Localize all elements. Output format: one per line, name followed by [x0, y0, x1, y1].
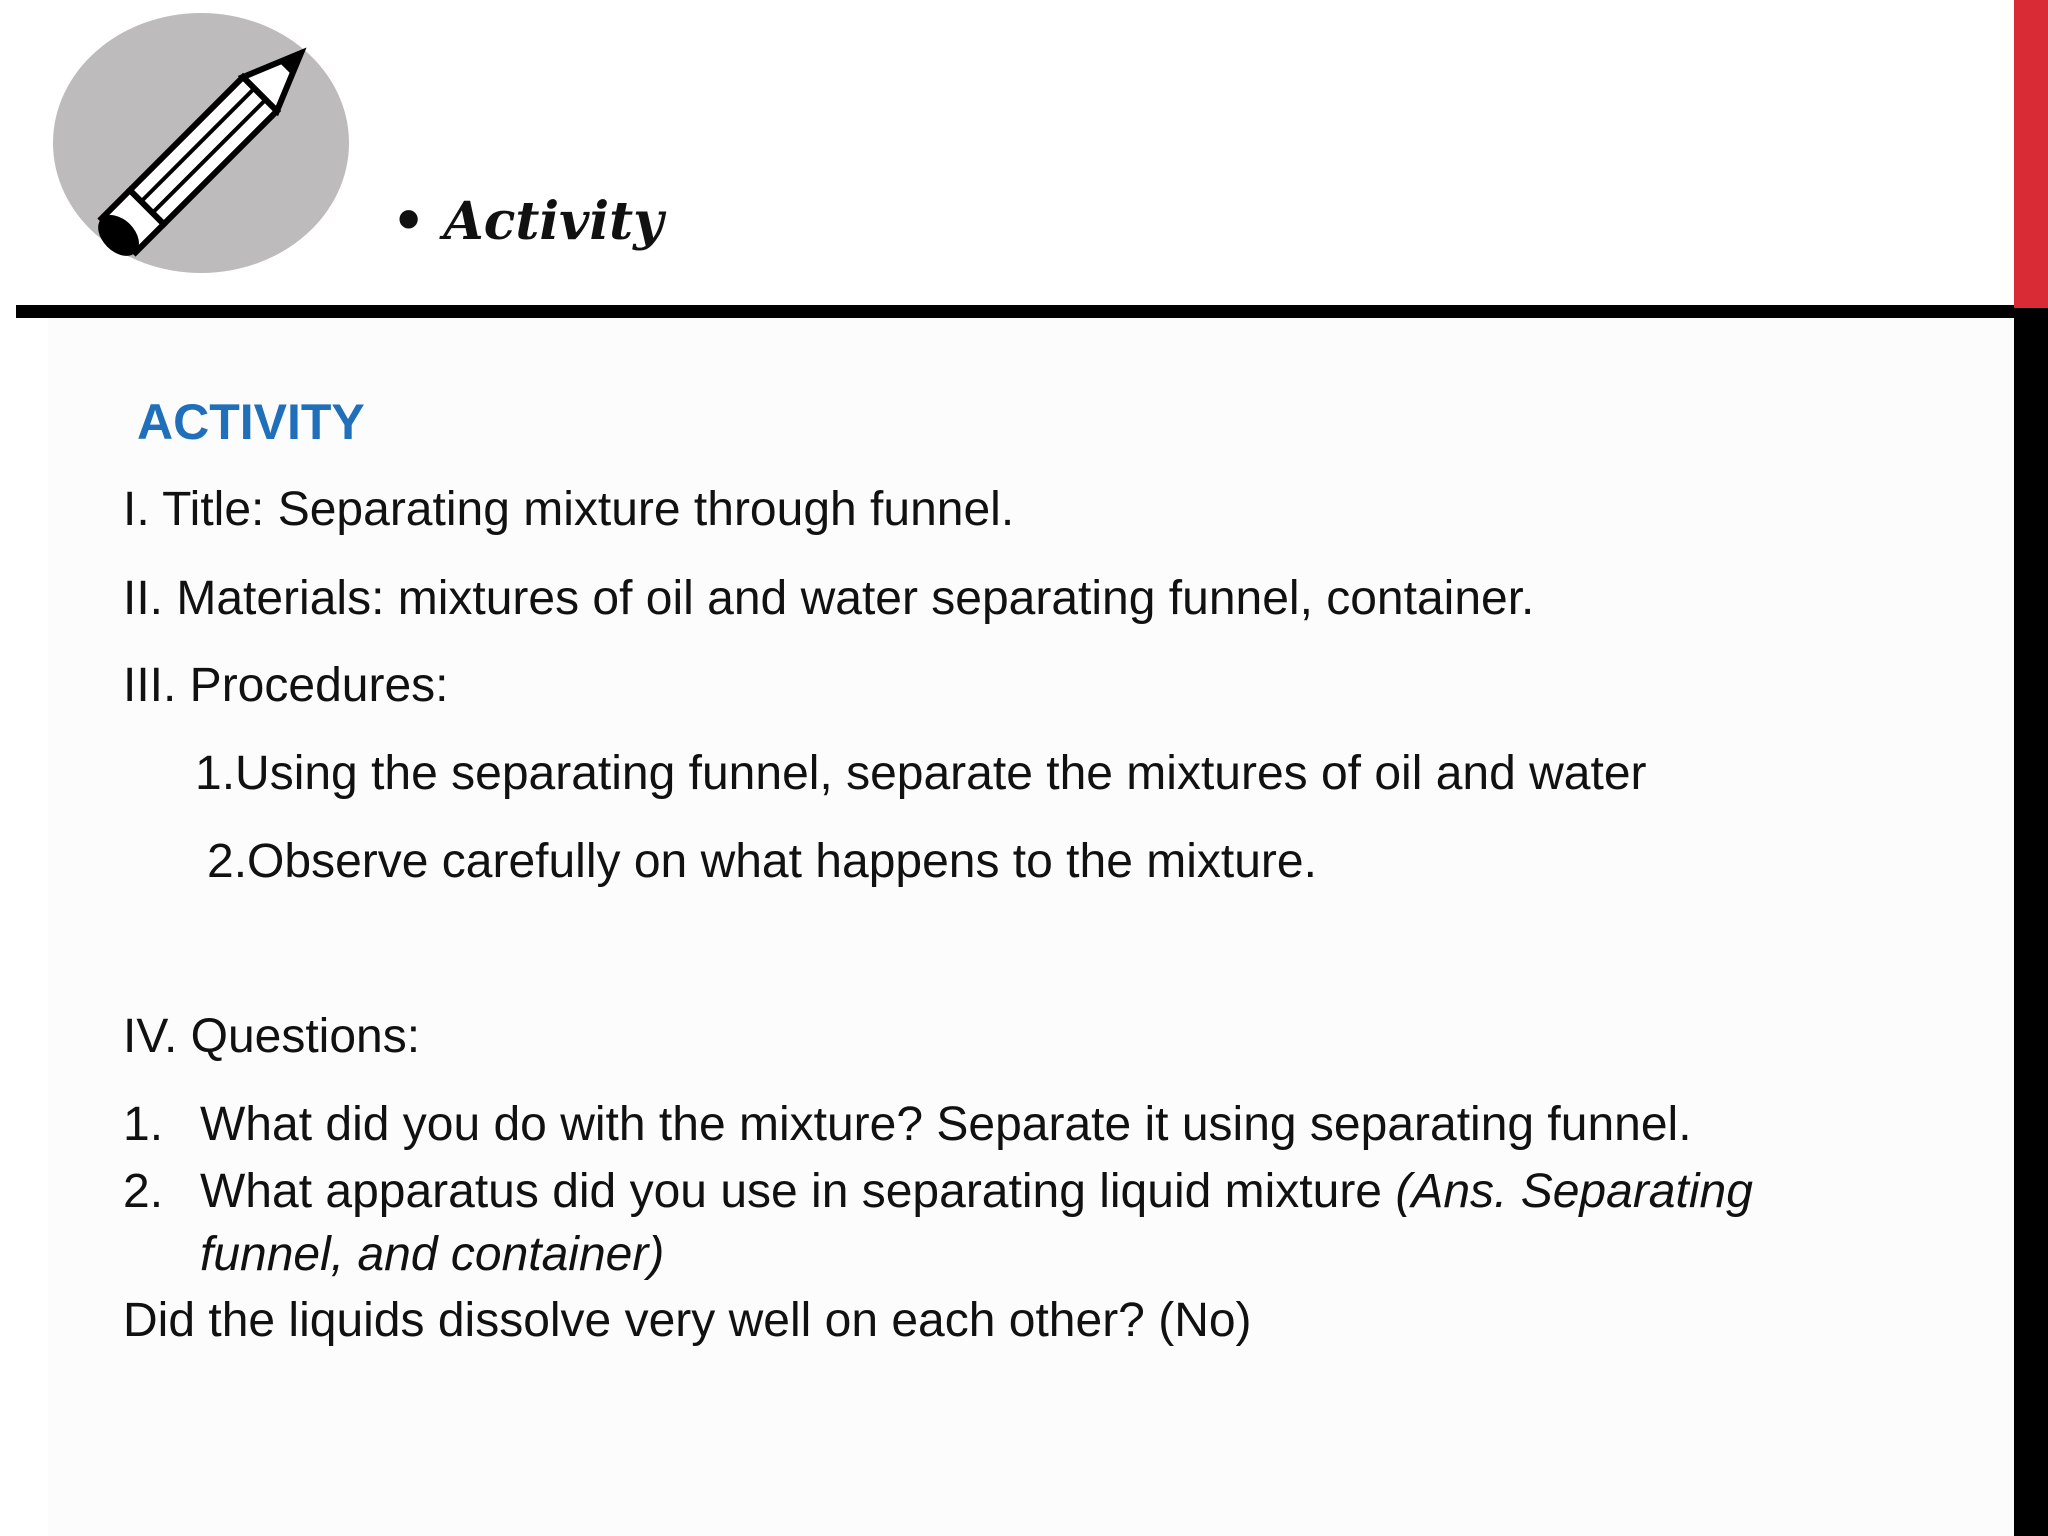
question-2-body: What apparatus did you use in separating liquid mixture	[200, 1165, 1396, 1218]
header-divider	[16, 305, 2014, 318]
procedure-step-1: 1.Using the separating funnel, separate the mixtures of oil and water	[195, 747, 1647, 800]
header-title: • Activity	[392, 191, 664, 252]
question-number-2: 2.	[123, 1165, 164, 1218]
questions-heading: IV. Questions:	[123, 1010, 421, 1063]
pencil-icon	[52, 12, 350, 275]
question-2-answer: (Ans. Separating	[1395, 1165, 1753, 1218]
question-2-text	[200, 1163, 1753, 1221]
question-number-1: 1.	[123, 1098, 164, 1151]
final-question: Did the liquids dissolve very well on each other? (No)	[123, 1294, 1252, 1347]
title-line: I. Title: Separating mixture through funnel.	[123, 483, 1015, 536]
question-2-answer-line2: funnel, and container)	[200, 1228, 665, 1281]
header-title-text: Activity	[443, 191, 664, 252]
accent-bar-black	[2014, 308, 2048, 1536]
question-2-answer-cont	[200, 1226, 664, 1284]
accent-bar-red	[2014, 0, 2048, 308]
procedure-step-2: 2.Observe carefully on what happens to the mixture.	[207, 835, 1317, 888]
materials-line: II. Materials: mixtures of oil and water separating funnel, container.	[123, 572, 1535, 625]
procedures-heading: III. Procedures:	[123, 659, 449, 712]
activity-label: ACTIVITY	[137, 394, 365, 450]
question-1-text: What did you do with the mixture? Separate it using separating funnel.	[200, 1098, 1692, 1151]
